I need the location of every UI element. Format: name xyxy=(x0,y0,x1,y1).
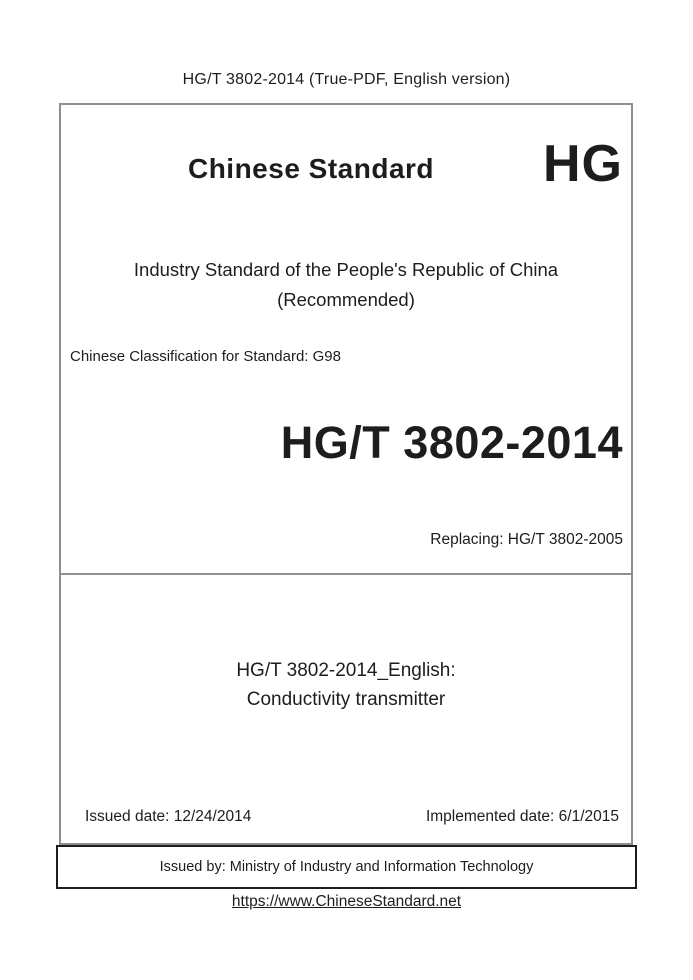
standard-type-line2: (Recommended) xyxy=(277,289,415,310)
implemented-date: Implemented date: 6/1/2015 xyxy=(425,808,619,825)
standard-type-line1: Industry Standard of the People's Republic of China xyxy=(133,259,559,280)
cover-main-box xyxy=(59,103,633,845)
website-link[interactable]: https://www.ChineseStandard.net xyxy=(231,893,462,910)
document-title-line2: Conductivity transmitter xyxy=(246,689,446,710)
dates-row xyxy=(85,808,619,826)
section-divider xyxy=(61,573,631,575)
page-header-title: HG/T 3802-2014 (True-PDF, English version) xyxy=(182,71,511,88)
issuer-box xyxy=(56,845,637,889)
document-title-line1: HG/T 3802-2014_English: xyxy=(236,660,456,681)
standard-type-block xyxy=(61,255,631,315)
document-title-block xyxy=(61,656,631,714)
issued-date: Issued date: 12/24/2014 xyxy=(85,808,252,825)
replacing-line: Replacing: HG/T 3802-2005 xyxy=(430,531,623,548)
brand-title: Chinese Standard xyxy=(187,153,435,184)
classification-line: Chinese Classification for Standard: G98 xyxy=(70,348,341,365)
standard-number: HG/T 3802-2014 xyxy=(280,417,623,468)
brand-logo-hg: HG xyxy=(543,135,623,193)
footer xyxy=(0,893,693,911)
issued-by-line: Issued by: Ministry of Industry and Information Technology xyxy=(159,859,534,875)
